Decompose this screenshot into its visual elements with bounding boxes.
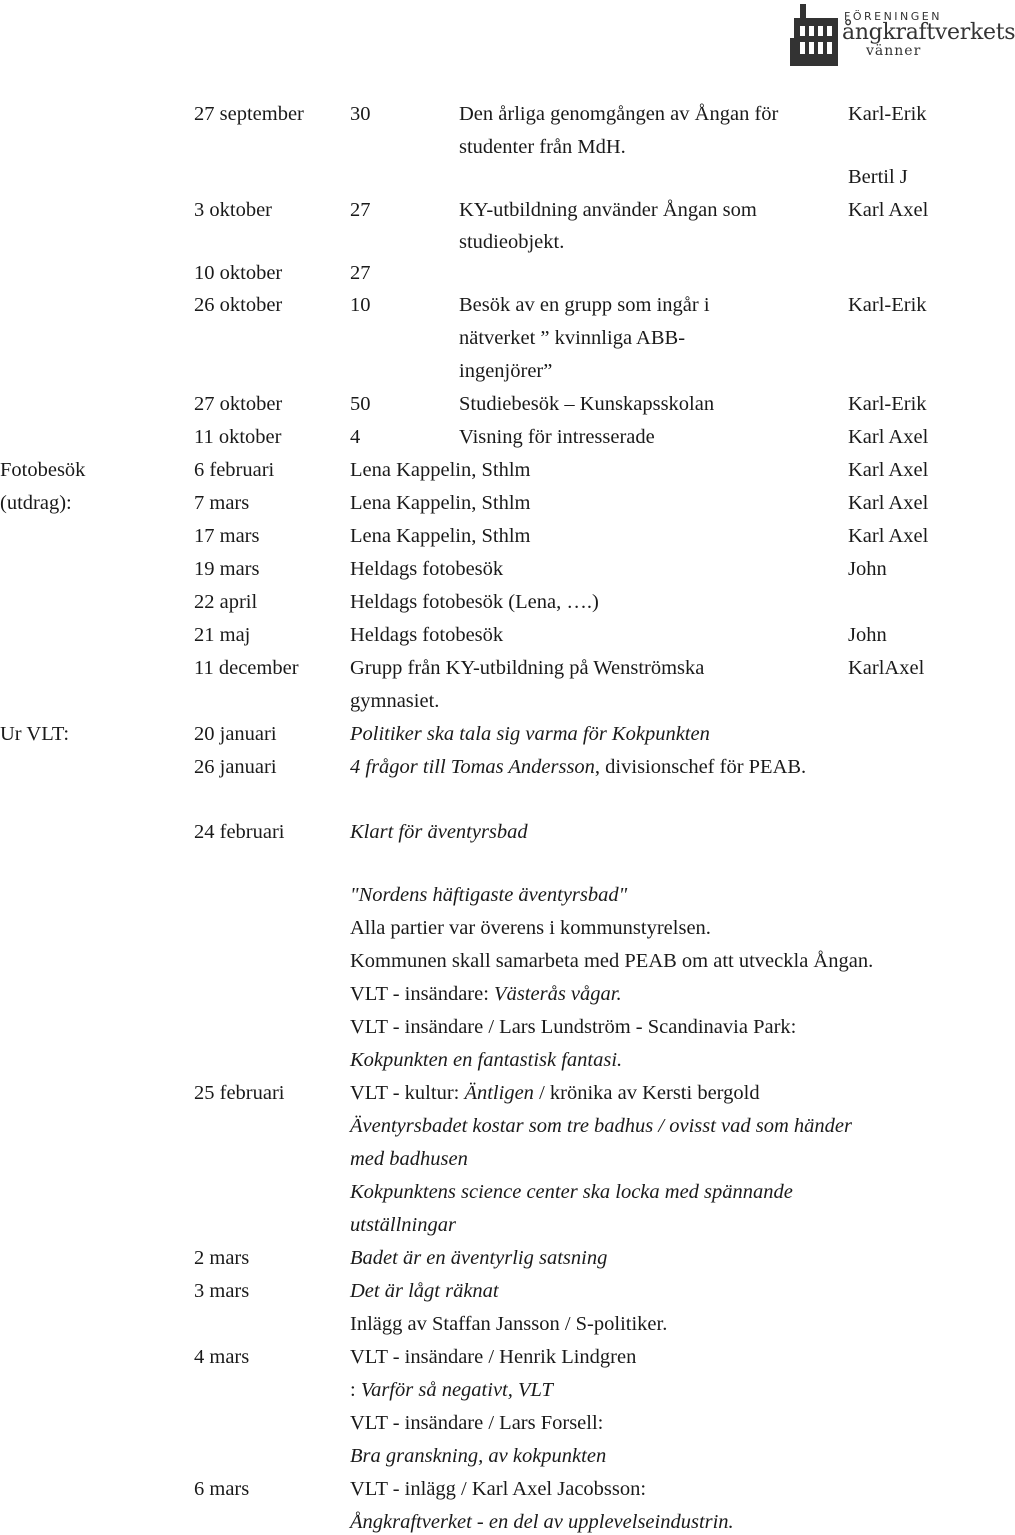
table-cell-date: 27 september — [194, 103, 304, 125]
photo-contact: Karl Axel — [848, 459, 929, 481]
vlt-text — [350, 982, 622, 1006]
association-logo — [790, 2, 1015, 68]
vlt-text: Kokpunktens science center ska locka med spännande — [350, 1181, 793, 1203]
section-label: (utdrag): — [0, 492, 72, 514]
table-cell-contact: Bertil J — [848, 166, 908, 188]
vlt-text-plain: VLT - insändare: — [350, 983, 495, 1005]
vlt-text: VLT - insändare / Henrik Lindgren — [350, 1346, 637, 1368]
photo-text: Grupp från KY-utbildning på Wenströmska — [350, 657, 705, 679]
table-cell-date: 10 oktober — [194, 262, 283, 284]
section-label: Fotobesök — [0, 459, 86, 481]
vlt-text: Äventyrsbadet kostar som tre badhus / ovisst vad som händer — [350, 1115, 853, 1137]
table-cell-text: studenter från MdH. — [459, 136, 626, 158]
photo-contact: John — [848, 558, 887, 580]
table-cell-contact: Karl Axel — [848, 426, 929, 448]
vlt-text-italic: Västerås vågar. — [494, 983, 622, 1005]
table-cell-date: 11 oktober — [194, 426, 282, 448]
photo-date: 22 april — [194, 591, 258, 613]
vlt-headline-italic: 4 frågor till Tomas Andersson — [350, 756, 595, 778]
table-cell-text: Studiebesök – Kunskapsskolan — [459, 393, 715, 415]
vlt-text: Badet är en äventyrlig satsning — [350, 1247, 608, 1269]
logo-line-3: vänner — [866, 43, 922, 59]
photo-text: Lena Kappelin, Sthlm — [350, 525, 531, 547]
vlt-text: VLT - inlägg / Karl Axel Jacobsson: — [350, 1478, 647, 1500]
photo-text: Lena Kappelin, Sthlm — [350, 459, 531, 481]
photo-text: Heldags fotobesök (Lena, ….) — [350, 591, 599, 613]
table-cell-date: 26 oktober — [194, 294, 283, 316]
logo-line-1: FÖRENINGEN — [844, 10, 942, 23]
photo-date: 19 mars — [194, 558, 260, 580]
vlt-headline: Klart för äventyrsbad — [350, 821, 528, 843]
vlt-date: 2 mars — [194, 1247, 250, 1269]
photo-contact: KarlAxel — [848, 657, 925, 679]
vlt-text: Ångkraftverket - en del av upplevelseindustrin. — [350, 1511, 734, 1533]
vlt-date: 3 mars — [194, 1280, 250, 1302]
table-cell-count: 30 — [350, 103, 371, 125]
table-cell-contact: Karl Axel — [848, 199, 929, 221]
vlt-text: "Nordens häftigaste äventyrsbad" — [350, 884, 628, 906]
table-cell-date: 3 oktober — [194, 199, 272, 221]
table-cell-date: 27 oktober — [194, 393, 283, 415]
section-label: Ur VLT: — [0, 723, 70, 745]
vlt-text: Inlägg av Staffan Jansson / S-politiker. — [350, 1313, 668, 1335]
vlt-text: Kommunen skall samarbeta med PEAB om att utveckla Ångan. — [350, 950, 874, 972]
table-cell-count: 27 — [350, 199, 371, 221]
table-cell-text: KY-utbildning använder Ångan som — [459, 199, 757, 221]
vlt-date: 24 februari — [194, 821, 285, 843]
photo-text: Heldags fotobesök — [350, 558, 504, 580]
table-cell-text: Den årliga genomgången av Ångan för — [459, 103, 779, 125]
vlt-date: 25 februari — [194, 1082, 285, 1104]
photo-contact: Karl Axel — [848, 492, 929, 514]
vlt-text: Bra granskning, av kokpunkten — [350, 1445, 607, 1467]
vlt-text: Alla partier var överens i kommunstyrelsen. — [350, 917, 711, 939]
photo-date: 17 mars — [194, 525, 260, 547]
vlt-date: 26 januari — [194, 756, 277, 778]
table-cell-contact: Karl-Erik — [848, 393, 927, 415]
table-cell-count: 10 — [350, 294, 371, 316]
table-cell-text: Besök av en grupp som ingår i — [459, 294, 710, 316]
vlt-headline-rest: , divisionschef för PEAB. — [594, 756, 807, 778]
vlt-text-plain: / krönika av Kersti bergold — [533, 1082, 760, 1104]
vlt-text-italic: Äntligen — [464, 1082, 534, 1104]
vlt-text: VLT - insändare / Lars Forsell: — [350, 1412, 604, 1434]
vlt-text: med badhusen — [350, 1148, 468, 1170]
photo-text: gymnasiet. — [350, 690, 440, 712]
photo-text: Lena Kappelin, Sthlm — [350, 492, 531, 514]
logo-line-2: ångkraftverkets — [842, 20, 1015, 45]
photo-contact: John — [848, 624, 887, 646]
photo-date: 6 februari — [194, 459, 275, 481]
table-cell-text: nätverket ” kvinnliga ABB- — [459, 327, 686, 349]
vlt-headline: Politiker ska tala sig varma för Kokpunkten — [350, 723, 710, 745]
table-cell-count: 27 — [350, 262, 371, 284]
photo-date: 21 maj — [194, 624, 251, 646]
table-cell-text: studieobjekt. — [459, 231, 565, 253]
vlt-text: VLT - insändare / Lars Lundström - Scandinavia Park: — [350, 1016, 797, 1038]
photo-date: 7 mars — [194, 492, 250, 514]
table-cell-contact: Karl-Erik — [848, 294, 927, 316]
vlt-date: 4 mars — [194, 1346, 250, 1368]
table-cell-count: 4 — [350, 426, 361, 448]
photo-date: 11 december — [194, 657, 299, 679]
table-cell-count: 50 — [350, 393, 371, 415]
vlt-text: Kokpunkten en fantastisk fantasi. — [350, 1049, 623, 1071]
vlt-text: Det är lågt räknat — [350, 1280, 499, 1302]
vlt-text — [350, 1081, 760, 1105]
photo-contact: Karl Axel — [848, 525, 929, 547]
vlt-text-plain: : — [350, 1379, 361, 1401]
vlt-text: utställningar — [350, 1214, 456, 1236]
vlt-text — [350, 1378, 553, 1402]
vlt-date: 6 mars — [194, 1478, 250, 1500]
table-cell-text: ingenjörer” — [459, 360, 553, 382]
photo-text: Heldags fotobesök — [350, 624, 504, 646]
vlt-text-italic: Varför så negativt, VLT — [360, 1379, 553, 1401]
table-cell-text: Visning för intresserade — [459, 426, 655, 448]
table-cell-contact: Karl-Erik — [848, 103, 927, 125]
vlt-headline — [350, 755, 806, 779]
vlt-date: 20 januari — [194, 723, 277, 745]
building-icon — [790, 2, 842, 68]
vlt-text-plain: VLT - kultur: — [350, 1082, 465, 1104]
